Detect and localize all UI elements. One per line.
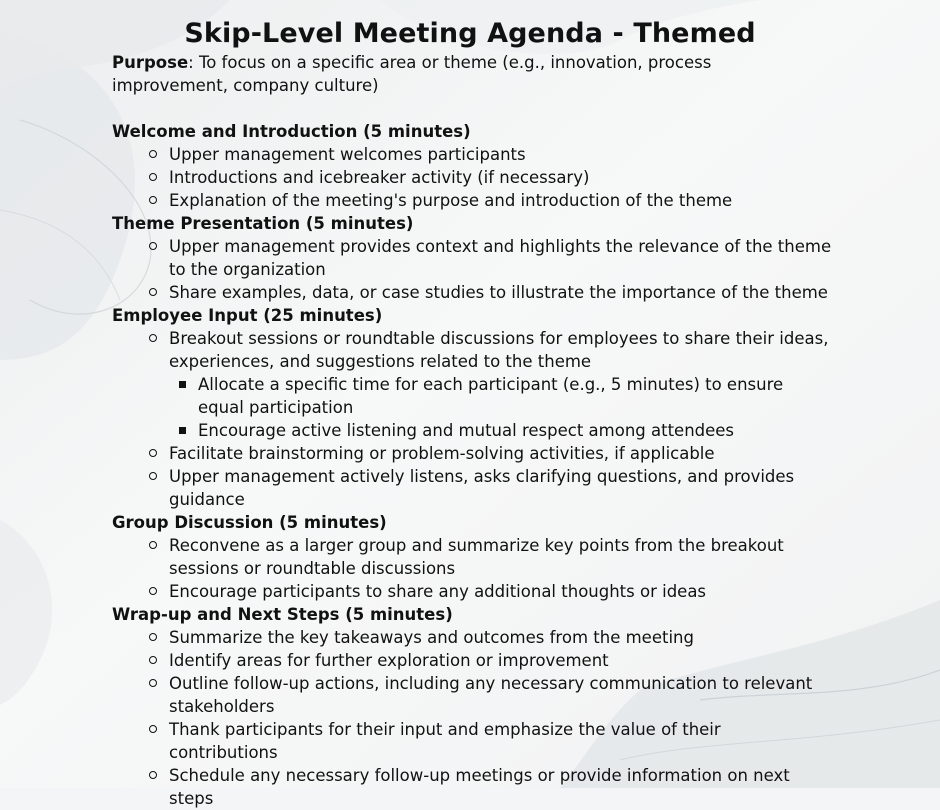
list-item: Facilitate brainstorming or problem-solving activities, if applicable	[169, 442, 832, 465]
list-item: Share examples, data, or case studies to illustrate the importance of the theme	[169, 281, 832, 304]
item-list	[112, 235, 832, 304]
purpose-label: Purpose	[112, 53, 189, 72]
list-item: Upper management provides context and highlights the relevance of the theme to the organization	[169, 237, 832, 279]
section-employee-input	[112, 304, 832, 511]
section-welcome	[112, 120, 832, 212]
list-item: Reconvene as a larger group and summarize key points from the breakout sessions or roundtable discussions	[169, 534, 832, 580]
section-wrap-up	[112, 603, 832, 810]
list-item: Schedule any necessary follow-up meetings or provide information on next steps	[169, 764, 832, 810]
section-theme-presentation	[112, 212, 832, 304]
section-heading: Theme Presentation (5 minutes)	[112, 214, 414, 233]
item-list	[112, 626, 832, 810]
sub-list-item: Allocate a specific time for each participant (e.g., 5 minutes) to ensure equal participation	[198, 373, 832, 419]
list-item: Introductions and icebreaker activity (if necessary)	[169, 166, 832, 189]
purpose-text: : To focus on a specific area or theme (e.g., innovation, process improvement, company culture)	[112, 53, 712, 95]
list-item: Explanation of the meeting's purpose and introduction of the theme	[169, 189, 832, 212]
item-list	[112, 327, 832, 511]
page-title: Skip-Level Meeting Agenda - Themed	[184, 18, 756, 49]
list-item: Encourage participants to share any additional thoughts or ideas	[169, 580, 832, 603]
item-list	[112, 143, 832, 212]
list-item: Upper management welcomes participants	[169, 143, 832, 166]
list-item: Summarize the key takeaways and outcomes from the meeting	[169, 626, 832, 649]
section-heading: Welcome and Introduction (5 minutes)	[112, 122, 471, 141]
agenda-content	[112, 51, 832, 810]
spacer	[112, 97, 832, 120]
list-item-text: Breakout sessions or roundtable discussions for employees to share their ideas, experiences, and suggestions related to the theme	[169, 329, 829, 371]
list-item: Thank participants for their input and emphasize the value of their contributions	[169, 718, 832, 764]
list-item: Identify areas for further exploration or improvement	[169, 649, 832, 672]
section-heading: Group Discussion (5 minutes)	[112, 513, 387, 532]
list-item: Upper management actively listens, asks clarifying questions, and provides guidance	[169, 465, 832, 511]
purpose-statement	[112, 51, 832, 97]
list-item: Outline follow-up actions, including any necessary communication to relevant stakeholders	[169, 672, 832, 718]
sub-list-item: Encourage active listening and mutual respect among attendees	[198, 419, 832, 442]
list-item	[169, 327, 832, 442]
section-heading: Wrap-up and Next Steps (5 minutes)	[112, 605, 453, 624]
sub-item-list	[169, 373, 832, 442]
section-heading: Employee Input (25 minutes)	[112, 306, 383, 325]
section-group-discussion	[112, 511, 832, 603]
item-list	[112, 534, 832, 603]
